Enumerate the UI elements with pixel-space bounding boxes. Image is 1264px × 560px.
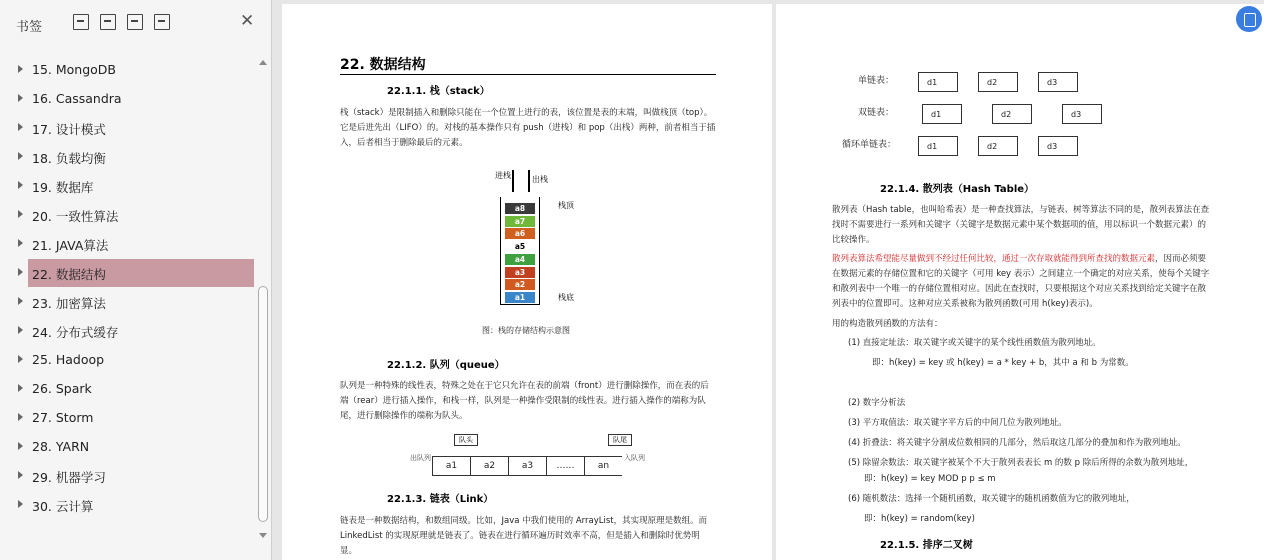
bookmark-item[interactable] xyxy=(0,56,256,85)
section-title-link: 22.1.3. 链表（Link） xyxy=(387,494,494,505)
bookmark-item[interactable] xyxy=(0,259,256,288)
stack-caption: 图：栈的存储结构示意图 xyxy=(482,326,570,335)
stack-cell: a2 xyxy=(505,279,535,290)
list-node: d3 xyxy=(1038,136,1078,156)
hash-highlight: 散列表算法希望能尽量做到不经过任何比较，通过一次存取就能得到所查找的数据元素 xyxy=(832,254,1156,264)
collapse-all-icon[interactable] xyxy=(100,14,116,30)
queue-cell: a3 xyxy=(508,457,546,475)
push-arrow xyxy=(512,170,514,192)
hash-methods-intro: 用的构造散列函数的方法有： xyxy=(832,319,943,329)
method-4: (4) 折叠法：将关键字分割成位数相同的几部分，然后取这几部分的叠加和作为散列地址。 xyxy=(848,438,1186,448)
single-list-label: 单链表： xyxy=(858,76,895,86)
queue-figure xyxy=(432,456,622,476)
list-node: d2 xyxy=(978,136,1018,156)
list-node: d1 xyxy=(922,104,962,124)
bookmark-panel-header xyxy=(0,0,272,46)
stack-push-label: 进栈 xyxy=(495,171,511,180)
floating-action-icon[interactable] xyxy=(1236,6,1262,32)
bookmark-item[interactable] xyxy=(0,143,256,172)
bookmark-item[interactable] xyxy=(0,172,256,201)
list-node: d3 xyxy=(1038,72,1078,92)
expand-arrow-icon[interactable] xyxy=(18,94,23,102)
bookmark-item-label: 22. 数据结构 xyxy=(32,267,106,282)
bookmark-panel xyxy=(0,0,272,560)
stack-cell: a4 xyxy=(505,254,535,265)
expand-arrow-icon[interactable] xyxy=(18,123,23,131)
bookmark-scrollbar[interactable] xyxy=(256,56,270,540)
expand-arrow-icon[interactable] xyxy=(18,500,23,508)
hash-paragraph-2-rest: ，因而必须要在数据元素的存储位置和它的关键字（可用 key 表示）之间建立一个确定的对应关系，使每个关键字和散列表中一个唯一的存储位置相对应。因此在查找时，只要根据这个对应关系找到给定关键字在散列表中的位置即可。这种对应关系被称为散列函数(可用 h(key)表示)。 xyxy=(832,254,1210,309)
add-bookmark-icon[interactable] xyxy=(127,14,143,30)
expand-arrow-icon[interactable] xyxy=(18,413,23,421)
expand-arrow-icon[interactable] xyxy=(18,268,23,276)
bookmark-item[interactable] xyxy=(0,288,256,317)
expand-arrow-icon[interactable] xyxy=(18,471,23,479)
expand-arrow-icon[interactable] xyxy=(18,181,23,189)
method-1-eq: 即：h(key) = key 或 h(key) = a * key + b，其中 a 和 b 为常数。 xyxy=(872,358,1134,368)
method-5-eq: 即：h(key) = key MOD p p ≤ m xyxy=(864,474,996,484)
bookmark-item-label: 20. 一致性算法 xyxy=(32,209,119,224)
stack-pop-label: 出栈 xyxy=(532,175,548,184)
close-icon[interactable]: ✕ xyxy=(240,11,255,31)
bookmark-item[interactable] xyxy=(0,404,256,433)
bookmark-item-label: 30. 云计算 xyxy=(32,499,94,514)
bookmark-item[interactable] xyxy=(0,491,256,520)
expand-arrow-icon[interactable] xyxy=(18,355,23,363)
method-2: (2) 数字分析法 xyxy=(848,398,906,408)
queue-out-label: 出队列 xyxy=(410,454,431,462)
stack-bottom-label: 栈底 xyxy=(558,293,574,302)
chapter-title: 22. 数据结构 xyxy=(340,57,426,73)
expand-arrow-icon[interactable] xyxy=(18,210,23,218)
queue-head-label: 队头 xyxy=(454,434,478,446)
method-6: (6) 随机数法：选择一个随机函数，取关键字的随机函数值为它的散列地址， xyxy=(848,494,1135,504)
bookmark-item-label: 23. 加密算法 xyxy=(32,296,106,311)
stack-cell: a8 xyxy=(505,203,535,214)
queue-cell: an xyxy=(584,457,622,475)
stack-cell: a6 xyxy=(505,228,535,239)
bookmark-item-label: 25. Hadoop xyxy=(32,352,105,367)
section-title-bst: 22.1.5. 排序二叉树 xyxy=(880,540,973,551)
stack-cell: a7 xyxy=(505,216,535,227)
bookmark-item-label: 21. JAVA算法 xyxy=(32,238,109,253)
queue-cell: a1 xyxy=(432,457,470,475)
queue-in-label: 入队列 xyxy=(624,454,645,462)
scroll-down-icon[interactable] xyxy=(259,533,267,538)
stack-top-label: 栈顶 xyxy=(558,201,574,210)
expand-arrow-icon[interactable] xyxy=(18,442,23,450)
document-page-2 xyxy=(776,4,1264,560)
stack-cell: a1 xyxy=(505,292,535,303)
bookmark-item[interactable] xyxy=(0,201,256,230)
section-title-hash: 22.1.4. 散列表（Hash Table） xyxy=(880,184,1035,195)
scroll-up-icon[interactable] xyxy=(259,60,267,65)
bookmark-item-label: 29. 机器学习 xyxy=(32,470,106,485)
bookmark-item-label: 27. Storm xyxy=(32,410,94,425)
bookmark-item[interactable] xyxy=(0,85,256,114)
expand-arrow-icon[interactable] xyxy=(18,326,23,334)
document-page-1 xyxy=(282,4,772,560)
bookmark-item[interactable] xyxy=(0,346,256,375)
bookmark-item-label: 26. Spark xyxy=(32,381,92,396)
bookmark-item-label: 19. 数据库 xyxy=(32,180,94,195)
link-paragraph: 链表是一种数据结构，和数组同级。比如，Java 中我们使用的 ArrayList，其实现原理是数组。而LinkedList 的实现原理就是链表了。链表在进行循环遍历时效率不高，但是插入和删除时优势明显。 xyxy=(340,516,708,556)
method-3: (3) 平方取值法：取关键字平方后的中间几位为散列地址。 xyxy=(848,418,1067,428)
scrollbar-thumb[interactable] xyxy=(258,286,268,522)
double-list-label: 双链表： xyxy=(858,108,895,118)
bookmark-item[interactable] xyxy=(0,462,256,491)
bookmark-panel-title: 书签 xyxy=(16,20,43,35)
bookmark-item-label: 28. YARN xyxy=(32,439,90,454)
hash-paragraph-1: 散列表（Hash table，也叫哈希表）是一种查找算法，与链表、树等算法不同的是，散列表算法在查找时不需要进行一系列和关键字（关键字是数据元素中某个数据项的值，用以标识一个数据元素）的比较操作。 xyxy=(832,205,1210,245)
bookmark-item[interactable] xyxy=(0,317,256,346)
queue-tail-label: 队尾 xyxy=(608,434,632,446)
bookmark-item-label: 18. 负载均衡 xyxy=(32,151,106,166)
queue-paragraph: 队列是一种特殊的线性表，特殊之处在于它只允许在表的前端（front）进行删除操作，而在表的后端（rear）进行插入操作，和栈一样，队列是一种操作受限制的线性表。进行插入操作的端称为队尾，进行删除操作的端称为队头。 xyxy=(340,381,709,421)
list-node: d1 xyxy=(918,72,958,92)
bookmark-icon[interactable] xyxy=(154,14,170,30)
bookmark-item[interactable] xyxy=(0,375,256,404)
list-node: d2 xyxy=(978,72,1018,92)
stack-cell: a5 xyxy=(505,241,535,252)
bookmark-item-label: 15. MongoDB xyxy=(32,62,116,77)
bookmark-item[interactable] xyxy=(0,114,256,143)
bookmark-list xyxy=(0,56,256,520)
list-node: d3 xyxy=(1062,104,1102,124)
chapter-rule xyxy=(340,74,716,75)
expand-arrow-icon[interactable] xyxy=(18,297,23,305)
expand-arrow-icon[interactable] xyxy=(18,239,23,247)
queue-cell: a2 xyxy=(470,457,508,475)
queue-cell: …… xyxy=(546,457,584,475)
list-node: d1 xyxy=(918,136,958,156)
expand-all-icon[interactable] xyxy=(73,14,89,30)
stack-figure xyxy=(500,197,540,305)
bookmark-item-label: 17. 设计模式 xyxy=(32,122,106,137)
section-title-queue: 22.1.2. 队列（queue） xyxy=(387,360,505,371)
expand-arrow-icon[interactable] xyxy=(18,152,23,160)
list-node: d2 xyxy=(992,104,1032,124)
method-6-eq: 即：h(key) = random(key) xyxy=(864,514,975,524)
method-5: (5) 除留余数法：取关键字被某个不大于散列表表长 m 的数 p 除后所得的余数为散列地址， xyxy=(848,458,1194,468)
pop-arrow xyxy=(528,170,530,192)
stack-cell: a3 xyxy=(505,267,535,278)
bookmark-item[interactable] xyxy=(0,230,256,259)
stack-paragraph: 栈（stack）是限制插入和删除只能在一个位置上进行的表，该位置是表的末端，叫做栈顶（top）。它是后进先出（LIFO）的。对栈的基本操作只有 push（进栈）和 pop（出栈）两种，前者相当于插入，后者相当于删除最后的元素。 xyxy=(340,108,716,148)
expand-arrow-icon[interactable] xyxy=(18,65,23,73)
bookmark-item[interactable] xyxy=(0,433,256,462)
circular-list-label: 循环单链表： xyxy=(842,140,897,150)
bookmark-item-label: 16. Cassandra xyxy=(32,91,122,106)
method-1: (1) 直接定址法：取关键字或关键字的某个线性函数值为散列地址。 xyxy=(848,338,1101,348)
expand-arrow-icon[interactable] xyxy=(18,384,23,392)
bookmark-item-label: 24. 分布式缓存 xyxy=(32,325,119,340)
hash-paragraph-2 xyxy=(832,252,1210,312)
section-title-stack: 22.1.1. 栈（stack） xyxy=(387,86,490,97)
